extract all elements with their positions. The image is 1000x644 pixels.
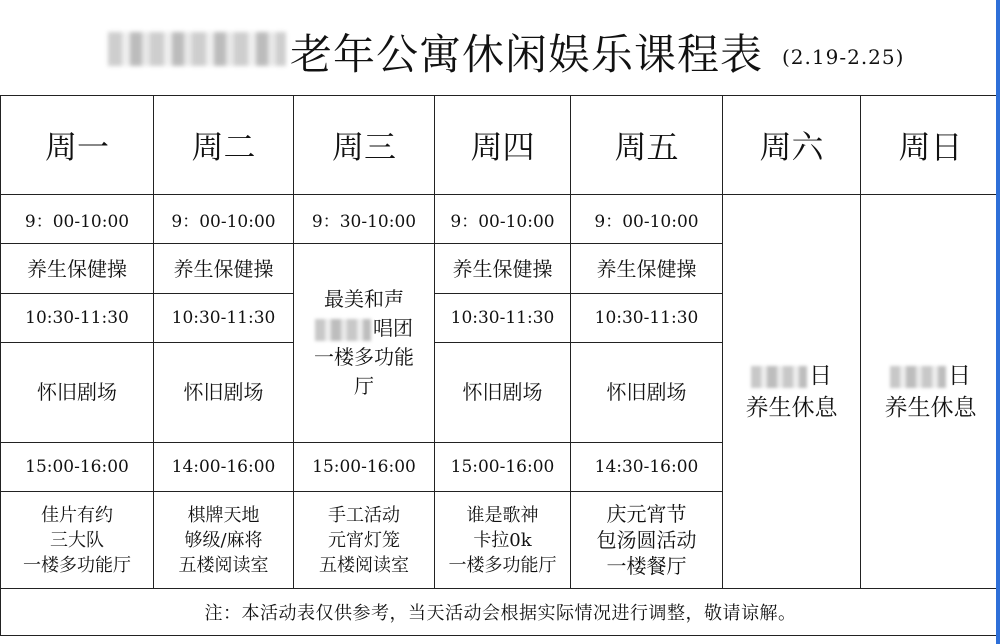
day-header-thu: 周四: [435, 96, 571, 195]
activity-cell-fri-2: 怀旧剧场: [571, 343, 723, 443]
redacted-org-name: [108, 32, 286, 66]
activity-cell-fri-3: 庆元宵节 包汤圆活动 一楼餐厅: [571, 492, 723, 589]
rest-cell-sat: 日 养生休息: [723, 195, 861, 589]
activity-cell-wed-3: 手工活动 元宵灯笼 五楼阅读室: [294, 492, 435, 589]
activity-cell-mon-3: 佳片有约 三大队 一楼多功能厅: [1, 492, 154, 589]
window-edge: [996, 0, 1000, 644]
day-header-sun: 周日: [861, 96, 1000, 195]
activity-cell-tue-2: 怀旧剧场: [154, 343, 294, 443]
time-row-1: [1, 195, 1000, 244]
date-range: (2.19-2.25): [782, 45, 905, 69]
activity-cell-tue-1: 养生保健操: [154, 244, 294, 294]
activity-cell-fri-1: 养生保健操: [571, 244, 723, 294]
activity-cell-thu-1: 养生保健操: [435, 244, 571, 294]
time-cell-wed-3: 15:00-16:00: [294, 443, 435, 492]
time-cell-fri-2: 10:30-11:30: [571, 294, 723, 343]
time-cell-tue-3: 14:00-16:00: [154, 443, 294, 492]
time-cell-mon-3: 15:00-16:00: [1, 443, 154, 492]
schedule-table: [0, 95, 1000, 636]
activity-cell-mon-2: 怀旧剧场: [1, 343, 154, 443]
note-row: [1, 589, 1000, 636]
day-header-tue: 周二: [154, 96, 294, 195]
time-cell-mon-2: 10:30-11:30: [1, 294, 154, 343]
redacted-text: [315, 319, 371, 341]
time-cell-wed-1: 9：30-10:00: [294, 195, 435, 244]
activity-cell-thu-3: 谁是歌神 卡拉0k 一楼多功能厅: [435, 492, 571, 589]
time-cell-fri-3: 14:30-16:00: [571, 443, 723, 492]
redacted-text: [890, 366, 946, 388]
activity-cell-mon-1: 养生保健操: [1, 244, 154, 294]
day-header-sat: 周六: [723, 96, 861, 195]
redacted-text: [751, 366, 807, 388]
header: [0, 0, 1000, 95]
day-header-wed: 周三: [294, 96, 435, 195]
rest-label-sun: 养生休息: [884, 394, 977, 421]
page-title: 老年公寓休闲娱乐课程表: [290, 30, 764, 79]
activity-cell-wed-morning: 最美和声 唱团 一楼多功能 厅: [294, 244, 435, 443]
activity-cell-tue-3: 棋牌天地 够级/麻将 五楼阅读室: [154, 492, 294, 589]
time-cell-thu-3: 15:00-16:00: [435, 443, 571, 492]
time-cell-thu-1: 9：00-10:00: [435, 195, 571, 244]
day-header-row: [1, 96, 1000, 195]
time-cell-tue-1: 9：00-10:00: [154, 195, 294, 244]
time-cell-tue-2: 10:30-11:30: [154, 294, 294, 343]
rest-label-sat: 养生休息: [745, 394, 838, 421]
day-header-mon: 周一: [1, 96, 154, 195]
time-cell-thu-2: 10:30-11:30: [435, 294, 571, 343]
day-header-fri: 周五: [571, 96, 723, 195]
footnote: 注：本活动表仅供参考，当天活动会根据实际情况进行调整，敬请谅解。: [1, 589, 1000, 636]
rest-cell-sun: 日 养生休息: [861, 195, 1000, 589]
time-cell-mon-1: 9：00-10:00: [1, 195, 154, 244]
time-cell-fri-1: 9：00-10:00: [571, 195, 723, 244]
activity-cell-thu-2: 怀旧剧场: [435, 343, 571, 443]
